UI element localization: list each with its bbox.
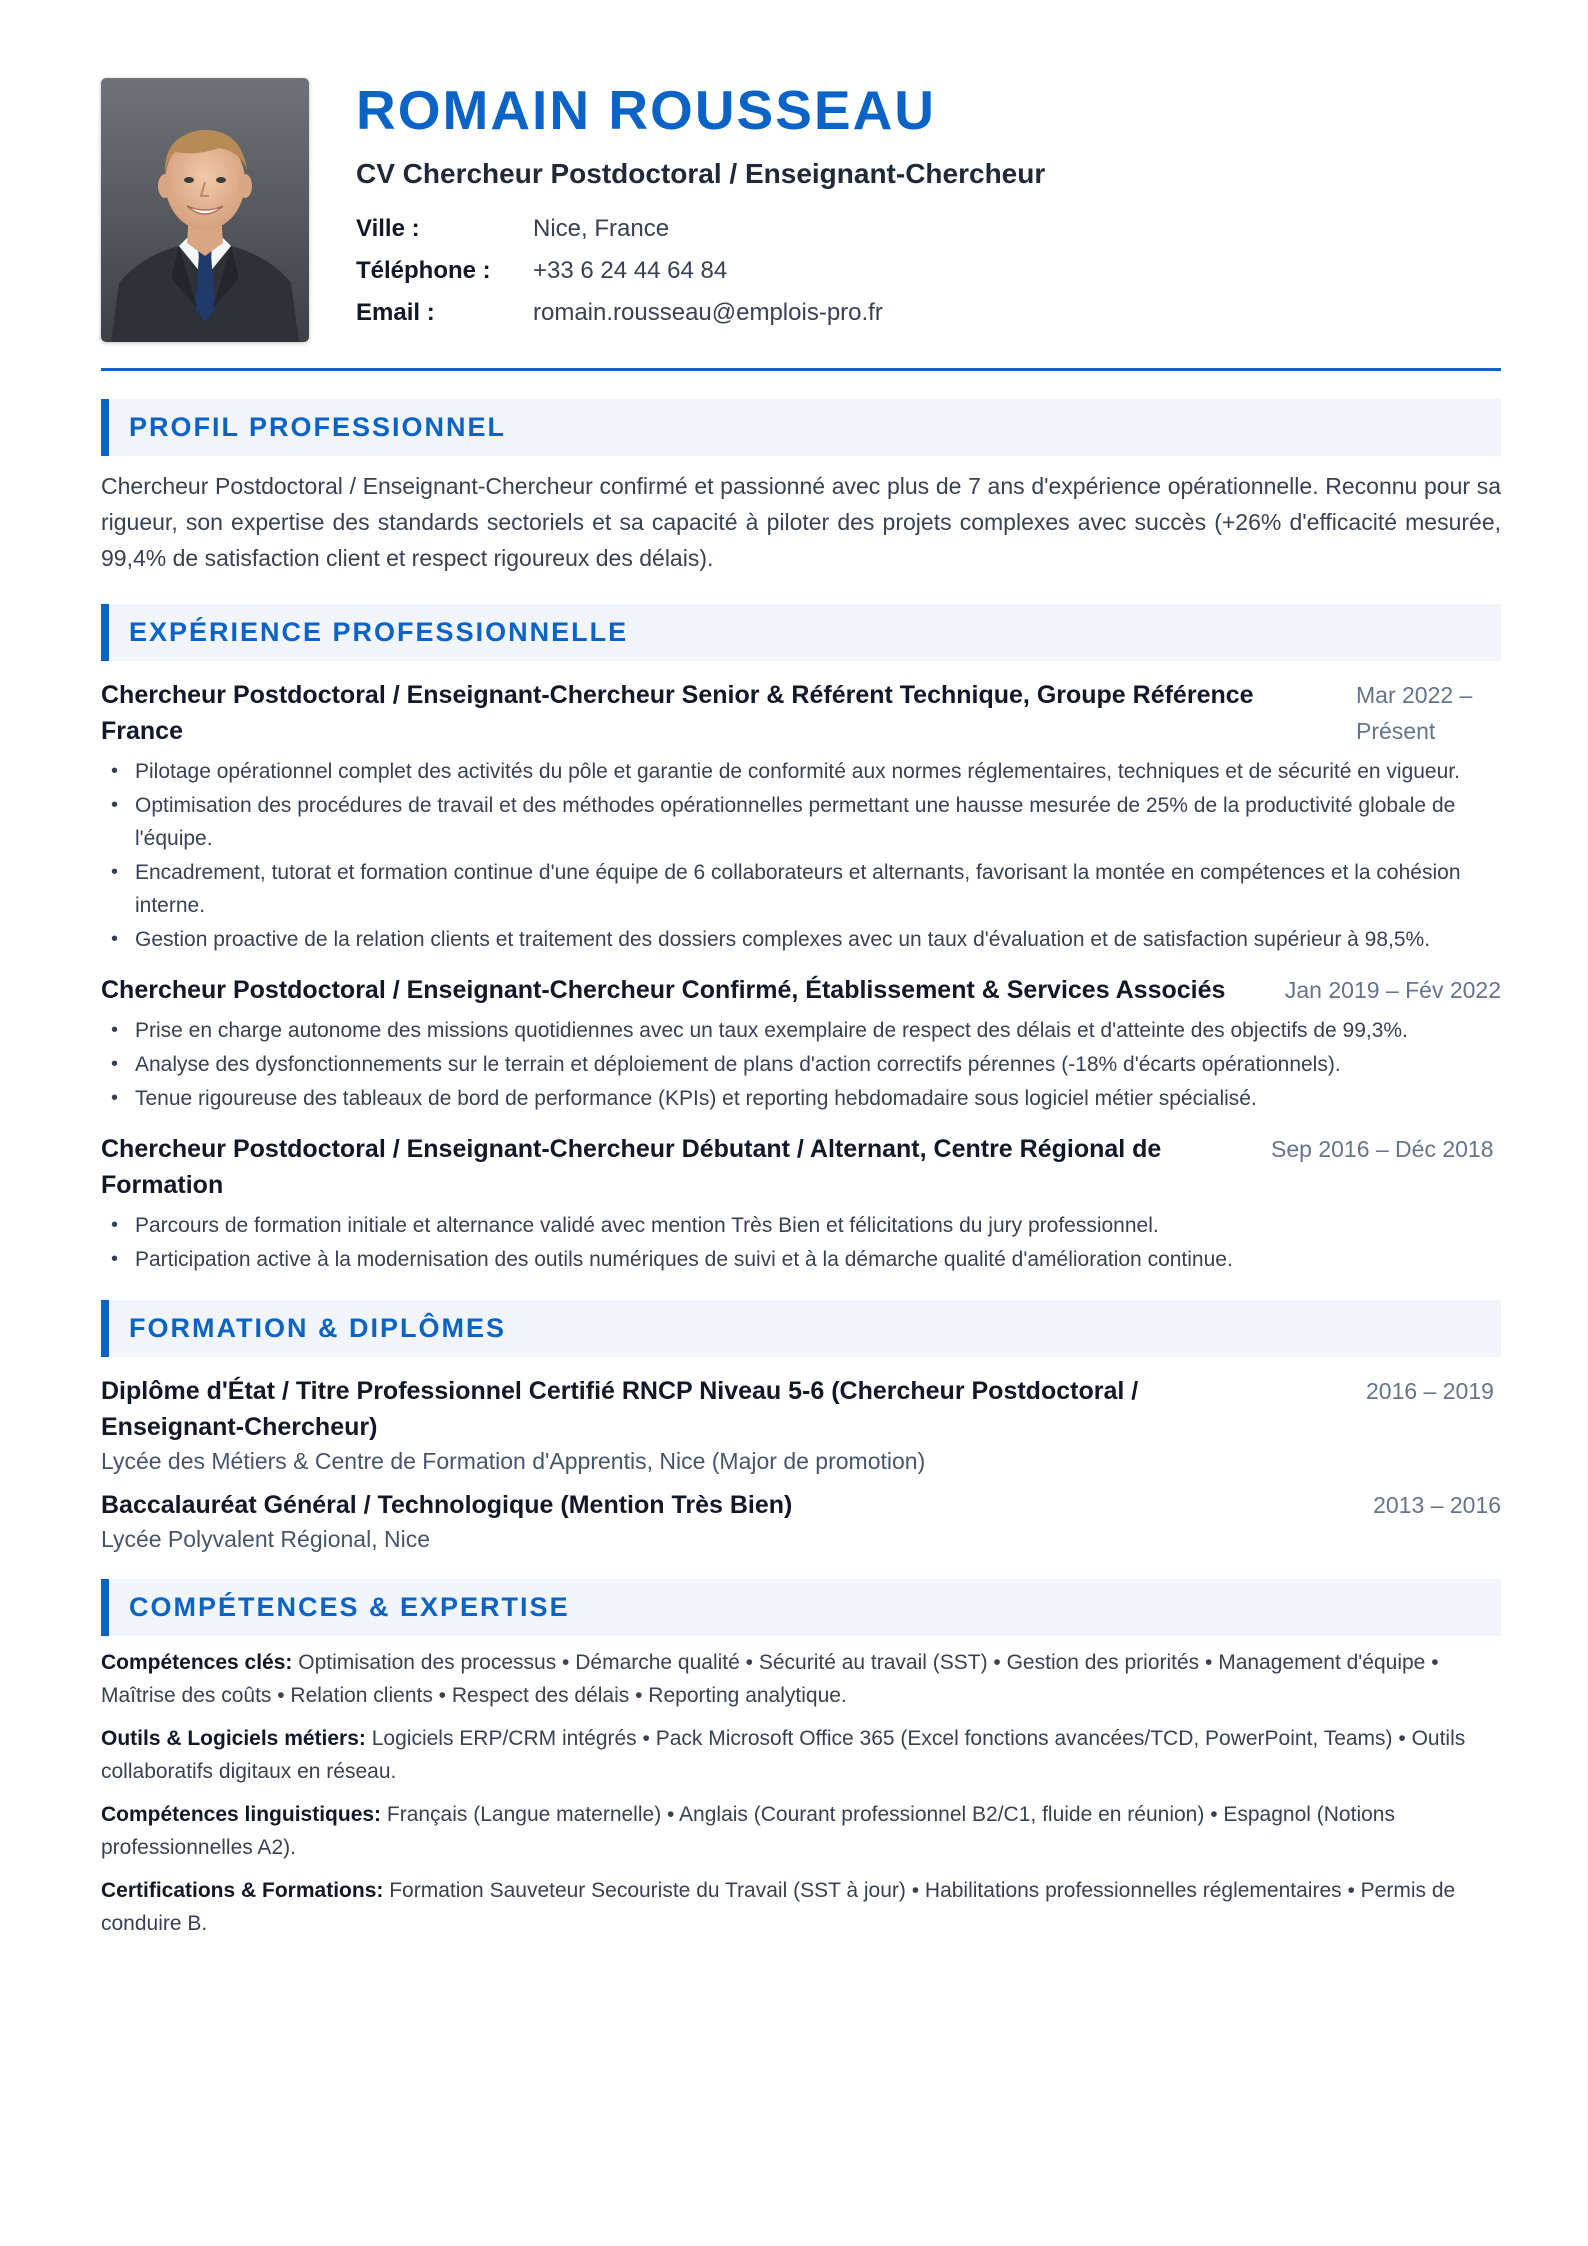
skill-line — [101, 1874, 1501, 1940]
job-entry — [101, 677, 1501, 956]
contact-label: Email : — [356, 298, 435, 326]
phone-value: +33 6 24 44 64 84 — [533, 256, 728, 284]
skill-line — [101, 1646, 1501, 1712]
contact-label: Téléphone : — [356, 256, 491, 284]
education-entry — [101, 1487, 1501, 1555]
skill-line — [101, 1722, 1501, 1788]
job-title: Chercheur Postdoctoral / Enseignant-Chercheur Senior & Référent Technique, Groupe Référence France — [101, 681, 1254, 745]
list-item: • Parcours de formation initiale et alternance validé avec mention Très Bien et félicitations du jury professionnel. — [101, 1209, 1501, 1242]
skill-text: Optimisation des processus • Démarche qualité • Sécurité au travail (SST) • Gestion des priorités • Management d'équipe • Maîtrise des coûts • Relation clients • Respect des délais • Reporting analytique. — [101, 1651, 1439, 1707]
skill-label: Compétences clés: — [101, 1651, 293, 1674]
degree-date: 2013 – 2016 — [1373, 1492, 1501, 1518]
profile-text: Chercheur Postdoctoral / Enseignant-Chercheur confirmé et passionné avec plus de 7 ans d'expérience opérationnelle. Reconnu pour sa rigueur, son expertise des standards sectoriels et sa capacité à piloter des projets complexes avec succès (+26% d'efficacité mesurée, 99,4% de satisfaction client et respect rigoureux des délais). — [101, 473, 1501, 571]
email-link[interactable]: romain.rousseau@emplois-pro.fr — [533, 298, 883, 326]
degree-date: 2016 – 2019 — [1366, 1378, 1494, 1404]
job-title: Chercheur Postdoctoral / Enseignant-Chercheur Confirmé, Établissement & Services Associés — [101, 976, 1226, 1004]
contact-row-email — [356, 292, 1045, 334]
list-item: • Gestion proactive de la relation clients et traitement des dossiers complexes avec un taux d'évaluation et de satisfaction supérieur à 98,5%. — [101, 923, 1501, 956]
degree-title: Diplôme d'État / Titre Professionnel Certifié RNCP Niveau 5-6 (Chercheur Postdoctoral / Enseignant-Chercheur) — [101, 1377, 1139, 1441]
header-divider — [101, 368, 1501, 371]
education-entry — [101, 1373, 1501, 1477]
job-bullets — [101, 1014, 1501, 1115]
city-value: Nice, France — [533, 214, 670, 242]
header-text — [356, 78, 1045, 334]
section-title-experience: EXPÉRIENCE PROFESSIONNELLE — [101, 604, 1501, 661]
list-item: • Participation active à la modernisation des outils numériques de suivi et à la démarche qualité d'amélioration continue. — [101, 1243, 1501, 1276]
contact-row-city — [356, 208, 1045, 250]
skill-label: Compétences linguistiques: — [101, 1803, 382, 1826]
degree-title: Baccalauréat Général / Technologique (Mention Très Bien) — [101, 1491, 793, 1519]
cv-header — [101, 78, 1501, 368]
skill-text: Logiciels ERP/CRM intégrés • Pack Microsoft Office 365 (Excel fonctions avancées/TCD, PowerPoint, Teams) • Outils collaboratifs digitaux en réseau. — [101, 1727, 1466, 1783]
section-title-profile: PROFIL PROFESSIONNEL — [101, 399, 1501, 456]
list-item: • Pilotage opérationnel complet des activités du pôle et garantie de conformité aux normes réglementaires, techniques et de sécurité en vigueur. — [101, 755, 1501, 788]
job-entry — [101, 972, 1501, 1115]
profile-photo — [101, 78, 309, 342]
job-bullets — [101, 1209, 1501, 1276]
cv-subtitle: CV Chercheur Postdoctoral / Enseignant-Chercheur — [356, 157, 1046, 189]
list-item: • Encadrement, tutorat et formation continue d'une équipe de 6 collaborateurs et alternants, favorisant la montée en compétences et la cohésion interne. — [101, 856, 1501, 922]
section-title-skills: COMPÉTENCES & EXPERTISE — [101, 1579, 1501, 1636]
job-date: Jan 2019 – Fév 2022 — [1284, 977, 1501, 1003]
job-bullets — [101, 755, 1501, 956]
skill-label: Outils & Logiciels métiers: — [101, 1727, 366, 1750]
section-title-education: FORMATION & DIPLÔMES — [101, 1300, 1501, 1357]
job-title: Chercheur Postdoctoral / Enseignant-Chercheur Débutant / Alternant, Centre Régional de Formation — [101, 1135, 1162, 1199]
contact-label: Ville : — [356, 214, 420, 242]
list-item: • Analyse des dysfonctionnements sur le terrain et déploiement de plans d'action correctifs pérennes (-18% d'écarts opérationnels). — [101, 1048, 1501, 1081]
job-entry — [101, 1131, 1501, 1276]
list-item: • Prise en charge autonome des missions quotidiennes avec un taux exemplaire de respect des délais et d'atteinte des objectifs de 99,3%. — [101, 1014, 1501, 1047]
list-item: • Tenue rigoureuse des tableaux de bord de performance (KPIs) et reporting hebdomadaire sous logiciel métier spécialisé. — [101, 1082, 1501, 1115]
list-item: • Optimisation des procédures de travail et des méthodes opérationnelles permettant une hausse mesurée de 25% de la productivité globale de l'équipe. — [101, 789, 1501, 855]
skill-text: Français (Langue maternelle) • Anglais (Courant professionnel B2/C1, fluide en réunion) • Espagnol (Notions professionnelles A2). — [101, 1803, 1395, 1859]
contact-row-phone — [356, 250, 1045, 292]
candidate-name: ROMAIN ROUSSEAU — [356, 79, 937, 141]
school-name: Lycée Polyvalent Régional, Nice — [101, 1526, 430, 1552]
school-name: Lycée des Métiers & Centre de Formation d'Apprentis, Nice (Major de promotion) — [101, 1448, 926, 1474]
skill-line — [101, 1798, 1501, 1864]
contact-info — [356, 208, 1045, 334]
skill-text: Formation Sauveteur Secouriste du Travail (SST à jour) • Habilitations professionnelles réglementaires • Permis de conduire B. — [101, 1879, 1456, 1935]
skill-label: Certifications & Formations: — [101, 1879, 384, 1902]
job-date: Sep 2016 – Déc 2018 — [1271, 1136, 1494, 1162]
job-date: Mar 2022 – Présent — [1356, 682, 1473, 744]
